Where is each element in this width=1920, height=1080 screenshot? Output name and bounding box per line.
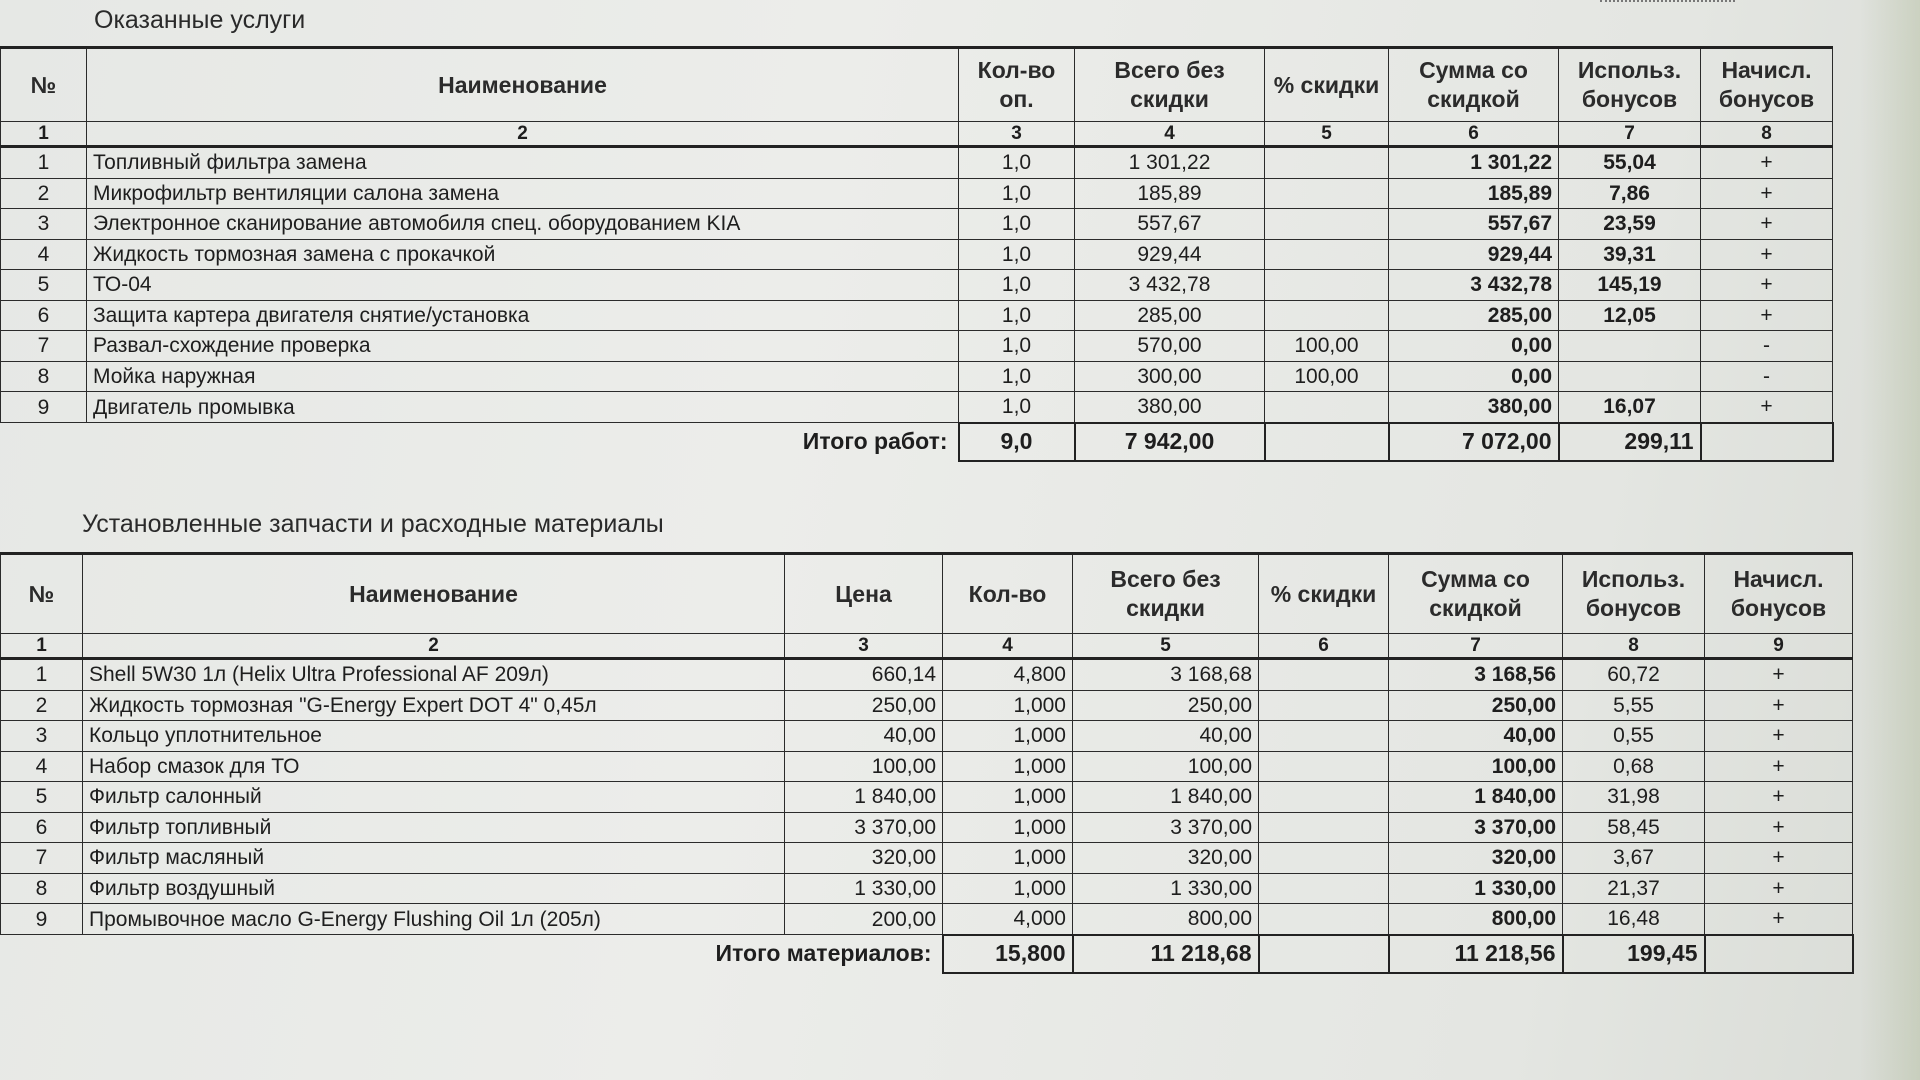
row-total: 570,00 — [1075, 331, 1265, 362]
header-sum: Сумма со скидкой — [1389, 48, 1559, 122]
services-table — [0, 46, 1834, 462]
header-bonus-accrued: Начисл. бонусов — [1701, 48, 1833, 122]
table-row — [1, 782, 1853, 813]
row-name: Мойка наружная — [87, 361, 959, 392]
row-name: Электронное сканирование автомобиля спец. оборудованием KIA — [87, 209, 959, 240]
row-no: 5 — [1, 270, 87, 301]
services-total-amount: 7 942,00 — [1075, 423, 1265, 461]
row-bonus-accrued: + — [1705, 782, 1853, 813]
row-no: 8 — [1, 873, 83, 904]
header-name: Наименование — [87, 48, 959, 122]
table-row — [1, 361, 1833, 392]
row-no: 8 — [1, 361, 87, 392]
row-bonus-used: 55,04 — [1559, 147, 1701, 179]
header-name: Наименование — [83, 554, 785, 634]
row-no: 7 — [1, 843, 83, 874]
row-name: Набор смазок для ТО — [83, 751, 785, 782]
row-qty: 1,0 — [959, 178, 1075, 209]
services-total-sum: 7 072,00 — [1389, 423, 1559, 461]
table-row — [1, 331, 1833, 362]
row-price: 320,00 — [785, 843, 943, 874]
row-no: 2 — [1, 690, 83, 721]
row-bonus-used — [1559, 331, 1701, 362]
row-no: 9 — [1, 392, 87, 423]
row-discount — [1265, 178, 1389, 209]
row-bonus-used: 0,55 — [1563, 721, 1705, 752]
row-no: 3 — [1, 209, 87, 240]
row-name: Shell 5W30 1л (Helix Ultra Professional AF 209л) — [83, 659, 785, 691]
row-bonus-accrued: - — [1701, 331, 1833, 362]
row-no: 1 — [1, 659, 83, 691]
row-bonus-used: 5,55 — [1563, 690, 1705, 721]
row-qty: 1,0 — [959, 270, 1075, 301]
row-sum: 800,00 — [1389, 904, 1563, 935]
table-row — [1, 751, 1853, 782]
row-bonus-accrued: + — [1705, 812, 1853, 843]
header-no: № — [1, 554, 83, 634]
row-total: 3 432,78 — [1075, 270, 1265, 301]
table-row — [1, 270, 1833, 301]
parts-total-discount — [1259, 935, 1389, 973]
row-discount — [1265, 239, 1389, 270]
row-discount: 100,00 — [1265, 331, 1389, 362]
col-number: 1 — [1, 634, 83, 659]
table-row — [1, 239, 1833, 270]
row-no: 6 — [1, 812, 83, 843]
row-total: 320,00 — [1073, 843, 1259, 874]
row-qty: 1,000 — [943, 843, 1073, 874]
parts-total-bonus-accrued — [1705, 935, 1853, 973]
parts-title: Установленные запчасти и расходные материалы — [82, 510, 664, 538]
row-no: 2 — [1, 178, 87, 209]
row-total: 380,00 — [1075, 392, 1265, 423]
row-sum: 1 301,22 — [1389, 147, 1559, 179]
table-row — [1, 904, 1853, 935]
col-number: 4 — [943, 634, 1073, 659]
row-price: 1 840,00 — [785, 782, 943, 813]
table-row — [1, 690, 1853, 721]
row-bonus-accrued: + — [1705, 873, 1853, 904]
row-price: 40,00 — [785, 721, 943, 752]
dotted-line — [1600, 0, 1735, 6]
row-discount — [1259, 782, 1389, 813]
services-total-bonus-accrued — [1701, 423, 1833, 461]
row-qty: 4,000 — [943, 904, 1073, 935]
row-sum: 40,00 — [1389, 721, 1563, 752]
col-number: 3 — [785, 634, 943, 659]
row-bonus-accrued: + — [1705, 721, 1853, 752]
col-number: 1 — [1, 122, 87, 147]
table-row — [1, 209, 1833, 240]
row-price: 660,14 — [785, 659, 943, 691]
row-bonus-accrued: + — [1701, 392, 1833, 423]
services-total-label: Итого работ: — [802, 428, 948, 455]
row-qty: 1,0 — [959, 300, 1075, 331]
row-total: 1 330,00 — [1073, 873, 1259, 904]
row-qty: 1,0 — [959, 209, 1075, 240]
row-total: 557,67 — [1075, 209, 1265, 240]
row-name: Кольцо уплотнительное — [83, 721, 785, 752]
row-total: 1 301,22 — [1075, 147, 1265, 179]
row-discount — [1265, 300, 1389, 331]
row-qty: 1,000 — [943, 690, 1073, 721]
row-discount — [1259, 843, 1389, 874]
row-bonus-used: 60,72 — [1563, 659, 1705, 691]
row-sum: 250,00 — [1389, 690, 1563, 721]
row-bonus-accrued: - — [1701, 361, 1833, 392]
row-name: Жидкость тормозная замена с прокачкой — [87, 239, 959, 270]
row-no: 9 — [1, 904, 83, 935]
row-discount — [1259, 873, 1389, 904]
row-sum: 1 330,00 — [1389, 873, 1563, 904]
row-qty: 1,0 — [959, 239, 1075, 270]
services-column-numbers — [1, 122, 1833, 147]
col-number: 5 — [1265, 122, 1389, 147]
row-total: 285,00 — [1075, 300, 1265, 331]
parts-header-row — [1, 554, 1853, 634]
row-price: 200,00 — [785, 904, 943, 935]
col-number: 6 — [1389, 122, 1559, 147]
header-qty: Кол-во — [943, 554, 1073, 634]
row-sum: 320,00 — [1389, 843, 1563, 874]
row-name: Фильтр масляный — [83, 843, 785, 874]
table-row — [1, 721, 1853, 752]
row-no: 7 — [1, 331, 87, 362]
header-total: Всего без скидки — [1075, 48, 1265, 122]
row-discount — [1259, 812, 1389, 843]
table-row — [1, 873, 1853, 904]
parts-column-numbers — [1, 634, 1853, 659]
row-total: 300,00 — [1075, 361, 1265, 392]
row-total: 250,00 — [1073, 690, 1259, 721]
row-name: Развал-схождение проверка — [87, 331, 959, 362]
row-total: 40,00 — [1073, 721, 1259, 752]
col-number: 2 — [83, 634, 785, 659]
table-row — [1, 178, 1833, 209]
row-total: 1 840,00 — [1073, 782, 1259, 813]
row-sum: 100,00 — [1389, 751, 1563, 782]
table-row — [1, 300, 1833, 331]
row-total: 3 168,68 — [1073, 659, 1259, 691]
row-qty: 1,0 — [959, 331, 1075, 362]
row-bonus-used: 145,19 — [1559, 270, 1701, 301]
table-row — [1, 659, 1853, 691]
header-discount: % скидки — [1259, 554, 1389, 634]
row-total: 800,00 — [1073, 904, 1259, 935]
col-number: 8 — [1563, 634, 1705, 659]
header-total: Всего без скидки — [1073, 554, 1259, 634]
row-bonus-used: 0,68 — [1563, 751, 1705, 782]
row-bonus-used: 7,86 — [1559, 178, 1701, 209]
parts-total-qty: 15,800 — [943, 935, 1073, 973]
row-discount: 100,00 — [1265, 361, 1389, 392]
row-sum: 929,44 — [1389, 239, 1559, 270]
row-no: 4 — [1, 751, 83, 782]
row-discount — [1259, 721, 1389, 752]
header-qty: Кол-во оп. — [959, 48, 1075, 122]
header-discount: % скидки — [1265, 48, 1389, 122]
row-discount — [1259, 659, 1389, 691]
services-total-bonus-used: 299,11 — [1559, 423, 1701, 461]
row-name: Двигатель промывка — [87, 392, 959, 423]
parts-total-amount: 11 218,68 — [1073, 935, 1259, 973]
row-discount — [1265, 209, 1389, 240]
row-price: 3 370,00 — [785, 812, 943, 843]
row-bonus-accrued: + — [1701, 270, 1833, 301]
row-sum: 185,89 — [1389, 178, 1559, 209]
row-no: 5 — [1, 782, 83, 813]
row-bonus-accrued: + — [1705, 843, 1853, 874]
row-bonus-used: 58,45 — [1563, 812, 1705, 843]
header-bonus-used: Использ. бонусов — [1563, 554, 1705, 634]
row-no: 3 — [1, 721, 83, 752]
row-discount — [1259, 904, 1389, 935]
row-total: 100,00 — [1073, 751, 1259, 782]
row-bonus-accrued: + — [1705, 690, 1853, 721]
row-sum: 3 370,00 — [1389, 812, 1563, 843]
row-name: ТО-04 — [87, 270, 959, 301]
row-name: Микрофильтр вентиляции салона замена — [87, 178, 959, 209]
row-bonus-used: 16,48 — [1563, 904, 1705, 935]
row-bonus-accrued: + — [1701, 178, 1833, 209]
row-bonus-used: 21,37 — [1563, 873, 1705, 904]
row-bonus-accrued: + — [1705, 659, 1853, 691]
row-bonus-used: 16,07 — [1559, 392, 1701, 423]
row-sum: 557,67 — [1389, 209, 1559, 240]
col-number: 7 — [1559, 122, 1701, 147]
parts-total-bonus-used: 199,45 — [1563, 935, 1705, 973]
header-bonus-accrued: Начисл. бонусов — [1705, 554, 1853, 634]
row-price: 1 330,00 — [785, 873, 943, 904]
row-qty: 1,0 — [959, 147, 1075, 179]
row-no: 1 — [1, 147, 87, 179]
row-sum: 0,00 — [1389, 331, 1559, 362]
table-row — [1, 392, 1833, 423]
col-number: 9 — [1705, 634, 1853, 659]
row-qty: 1,0 — [959, 392, 1075, 423]
parts-total-label: Итого материалов: — [715, 940, 932, 967]
row-bonus-used: 12,05 — [1559, 300, 1701, 331]
row-sum: 0,00 — [1389, 361, 1559, 392]
row-price: 100,00 — [785, 751, 943, 782]
row-bonus-used: 31,98 — [1563, 782, 1705, 813]
table-row — [1, 812, 1853, 843]
row-no: 6 — [1, 300, 87, 331]
col-number: 5 — [1073, 634, 1259, 659]
row-total: 185,89 — [1075, 178, 1265, 209]
row-discount — [1259, 751, 1389, 782]
row-qty: 1,0 — [959, 361, 1075, 392]
row-bonus-used: 39,31 — [1559, 239, 1701, 270]
row-name: Фильтр воздушный — [83, 873, 785, 904]
row-price: 250,00 — [785, 690, 943, 721]
services-title: Оказанные услуги — [94, 6, 306, 34]
row-sum: 3 168,56 — [1389, 659, 1563, 691]
row-discount — [1259, 690, 1389, 721]
row-bonus-used: 23,59 — [1559, 209, 1701, 240]
row-qty: 4,800 — [943, 659, 1073, 691]
row-sum: 285,00 — [1389, 300, 1559, 331]
row-bonus-accrued: + — [1701, 147, 1833, 179]
row-sum: 3 432,78 — [1389, 270, 1559, 301]
row-total: 929,44 — [1075, 239, 1265, 270]
table-row — [1, 843, 1853, 874]
page-edge — [1860, 0, 1920, 1080]
row-bonus-accrued: + — [1701, 239, 1833, 270]
row-name: Фильтр салонный — [83, 782, 785, 813]
row-bonus-used: 3,67 — [1563, 843, 1705, 874]
row-sum: 1 840,00 — [1389, 782, 1563, 813]
col-number: 6 — [1259, 634, 1389, 659]
row-qty: 1,000 — [943, 751, 1073, 782]
row-sum: 380,00 — [1389, 392, 1559, 423]
row-name: Фильтр топливный — [83, 812, 785, 843]
row-qty: 1,000 — [943, 873, 1073, 904]
services-total-qty: 9,0 — [959, 423, 1075, 461]
col-number: 2 — [87, 122, 959, 147]
parts-total-sum: 11 218,56 — [1389, 935, 1563, 973]
col-number: 4 — [1075, 122, 1265, 147]
row-discount — [1265, 147, 1389, 179]
header-price: Цена — [785, 554, 943, 634]
services-total-discount — [1265, 423, 1389, 461]
row-qty: 1,000 — [943, 721, 1073, 752]
table-row — [1, 147, 1833, 179]
row-bonus-accrued: + — [1701, 209, 1833, 240]
services-header-row — [1, 48, 1833, 122]
row-bonus-accrued: + — [1701, 300, 1833, 331]
row-bonus-used — [1559, 361, 1701, 392]
row-qty: 1,000 — [943, 782, 1073, 813]
col-number: 7 — [1389, 634, 1563, 659]
row-discount — [1265, 270, 1389, 301]
row-no: 4 — [1, 239, 87, 270]
row-name: Промывочное масло G-Energy Flushing Oil 1л (205л) — [83, 904, 785, 935]
row-bonus-accrued: + — [1705, 751, 1853, 782]
parts-total-row — [1, 935, 1853, 973]
header-no: № — [1, 48, 87, 122]
row-name: Защита картера двигателя снятие/установка — [87, 300, 959, 331]
row-discount — [1265, 392, 1389, 423]
row-name: Жидкость тормозная "G-Energy Expert DOT 4" 0,45л — [83, 690, 785, 721]
services-total-row — [1, 423, 1833, 461]
header-bonus-used: Использ. бонусов — [1559, 48, 1701, 122]
header-sum: Сумма со скидкой — [1389, 554, 1563, 634]
row-bonus-accrued: + — [1705, 904, 1853, 935]
col-number: 8 — [1701, 122, 1833, 147]
parts-table — [0, 552, 1854, 974]
col-number: 3 — [959, 122, 1075, 147]
row-qty: 1,000 — [943, 812, 1073, 843]
row-name: Топливный фильтра замена — [87, 147, 959, 179]
row-total: 3 370,00 — [1073, 812, 1259, 843]
